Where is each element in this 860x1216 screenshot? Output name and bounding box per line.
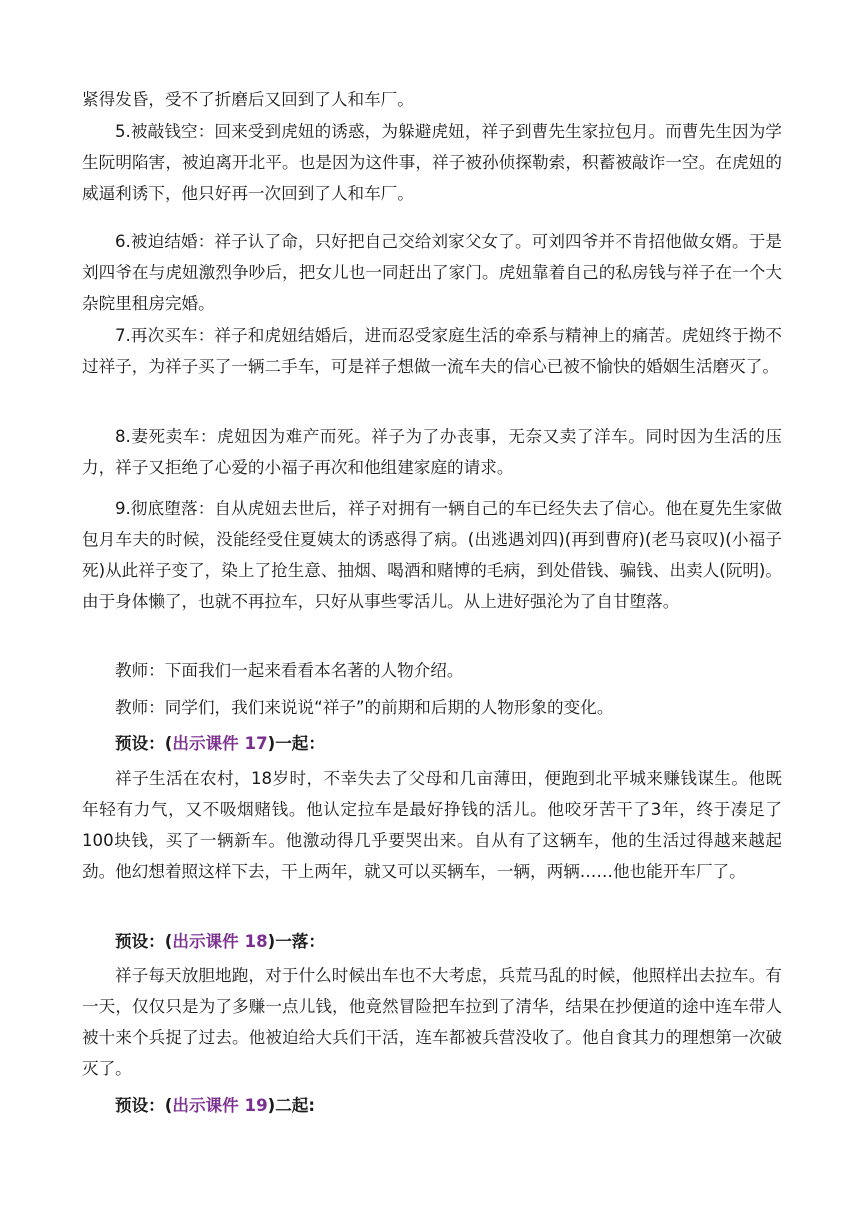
preset-line-17 — [82, 728, 782, 759]
courseware-link-18: 出示课件 18 — [172, 932, 268, 951]
paragraph-item-5: 5.被敲钱空：回来受到虎妞的诱惑，为躲避虎妞，祥子到曹先生家拉包月。而曹先生因为学生阮明陷害，被迫离开北平。也是因为这件事，祥子被孙侦探勒索，积蓄被敲诈一空。在虎妞的威逼利诱下，他只好再一次回到了人和车厂。 — [82, 122, 782, 203]
preset-suffix: )二起: — [267, 1096, 316, 1115]
preset-suffix: )一起： — [267, 734, 325, 753]
preset-prefix: 预设：( — [115, 1096, 173, 1115]
preset-line-18 — [82, 926, 782, 957]
courseware-link-19: 出示课件 19 — [172, 1096, 268, 1115]
teacher-line-1: 教师：下面我们一起来看看本名著的人物介绍。 — [115, 661, 464, 680]
courseware-link-17: 出示课件 17 — [172, 734, 268, 753]
paragraph-item-9: 9.彻底堕落：自从虎妞去世后，祥子对拥有一辆自己的车已经失去了信心。他在夏先生家做包月车夫的时候，没能经受住夏姨太的诱惑得了病。(出逃遇刘四)(再到曹府)(老马哀叹)(小福子死)从此祥子变了，染上了抢生意、抽烟、喝酒和赌博的毛病，到处借钱、骗钱、出卖人(阮明)。由于身体懒了，也就不再拉车，只好从事些零活儿。从上进好强沦为了自甘堕落。 — [82, 499, 782, 611]
preset-line-19 — [82, 1090, 782, 1121]
paragraph-item-8: 8.妻死卖车：虎妞因为难产而死。祥子为了办丧事，无奈又卖了洋车。同时因为生活的压力，祥子又拒绝了心爱的小福子再次和他组建家庭的请求。 — [82, 427, 782, 477]
preset-suffix: )一落： — [267, 932, 325, 951]
paragraph-xiangzi-fall-1: 祥子每天放胆地跑，对于什么时候出车也不大考虑，兵荒马乱的时候，他照样出去拉车。有一天，仅仅只是为了多赚一点儿钱，他竟然冒险把车拉到了清华，结果在抄便道的途中连车带人被十来个兵捉了过去。他被迫给大兵们干活，连车都被兵营没收了。他自食其力的理想第一次破灭了。 — [82, 966, 782, 1078]
preset-prefix: 预设：( — [115, 734, 173, 753]
paragraph-continuation: 紧得发昏，受不了折磨后又回到了人和车厂。 — [82, 90, 414, 109]
teacher-line-2: 教师：同学们，我们来说说“祥子”的前期和后期的人物形象的变化。 — [115, 698, 614, 717]
paragraph-xiangzi-rise-1: 祥子生活在农村，18岁时，不幸失去了父母和几亩薄田，便跑到北平城来赚钱谋生。他既年轻有力气，又不吸烟赌钱。他认定拉车是最好挣钱的活儿。他咬牙苦干了3年，终于凑足了100块钱，买了一辆新车。他激动得几乎要哭出来。自从有了这辆车，他的生活过得越来越起劲。他幻想着照这样下去，干上两年，就又可以买辆车，一辆，两辆……他也能开车厂了。 — [82, 769, 782, 881]
paragraph-item-6: 6.被迫结婚：祥子认了命，只好把自己交给刘家父女了。可刘四爷并不肯招他做女婿。于是刘四爷在与虎妞激烈争吵后，把女儿也一同赶出了家门。虎妞靠着自己的私房钱与祥子在一个大杂院里租房完婚。 — [82, 232, 782, 313]
paragraph-item-7: 7.再次买车：祥子和虎妞结婚后，进而忍受家庭生活的牵系与精神上的痛苦。虎妞终于拗不过祥子，为祥子买了一辆二手车，可是祥子想做一流车夫的信心已被不愉快的婚姻生活磨灭了。 — [82, 326, 782, 376]
preset-prefix: 预设：( — [115, 932, 173, 951]
